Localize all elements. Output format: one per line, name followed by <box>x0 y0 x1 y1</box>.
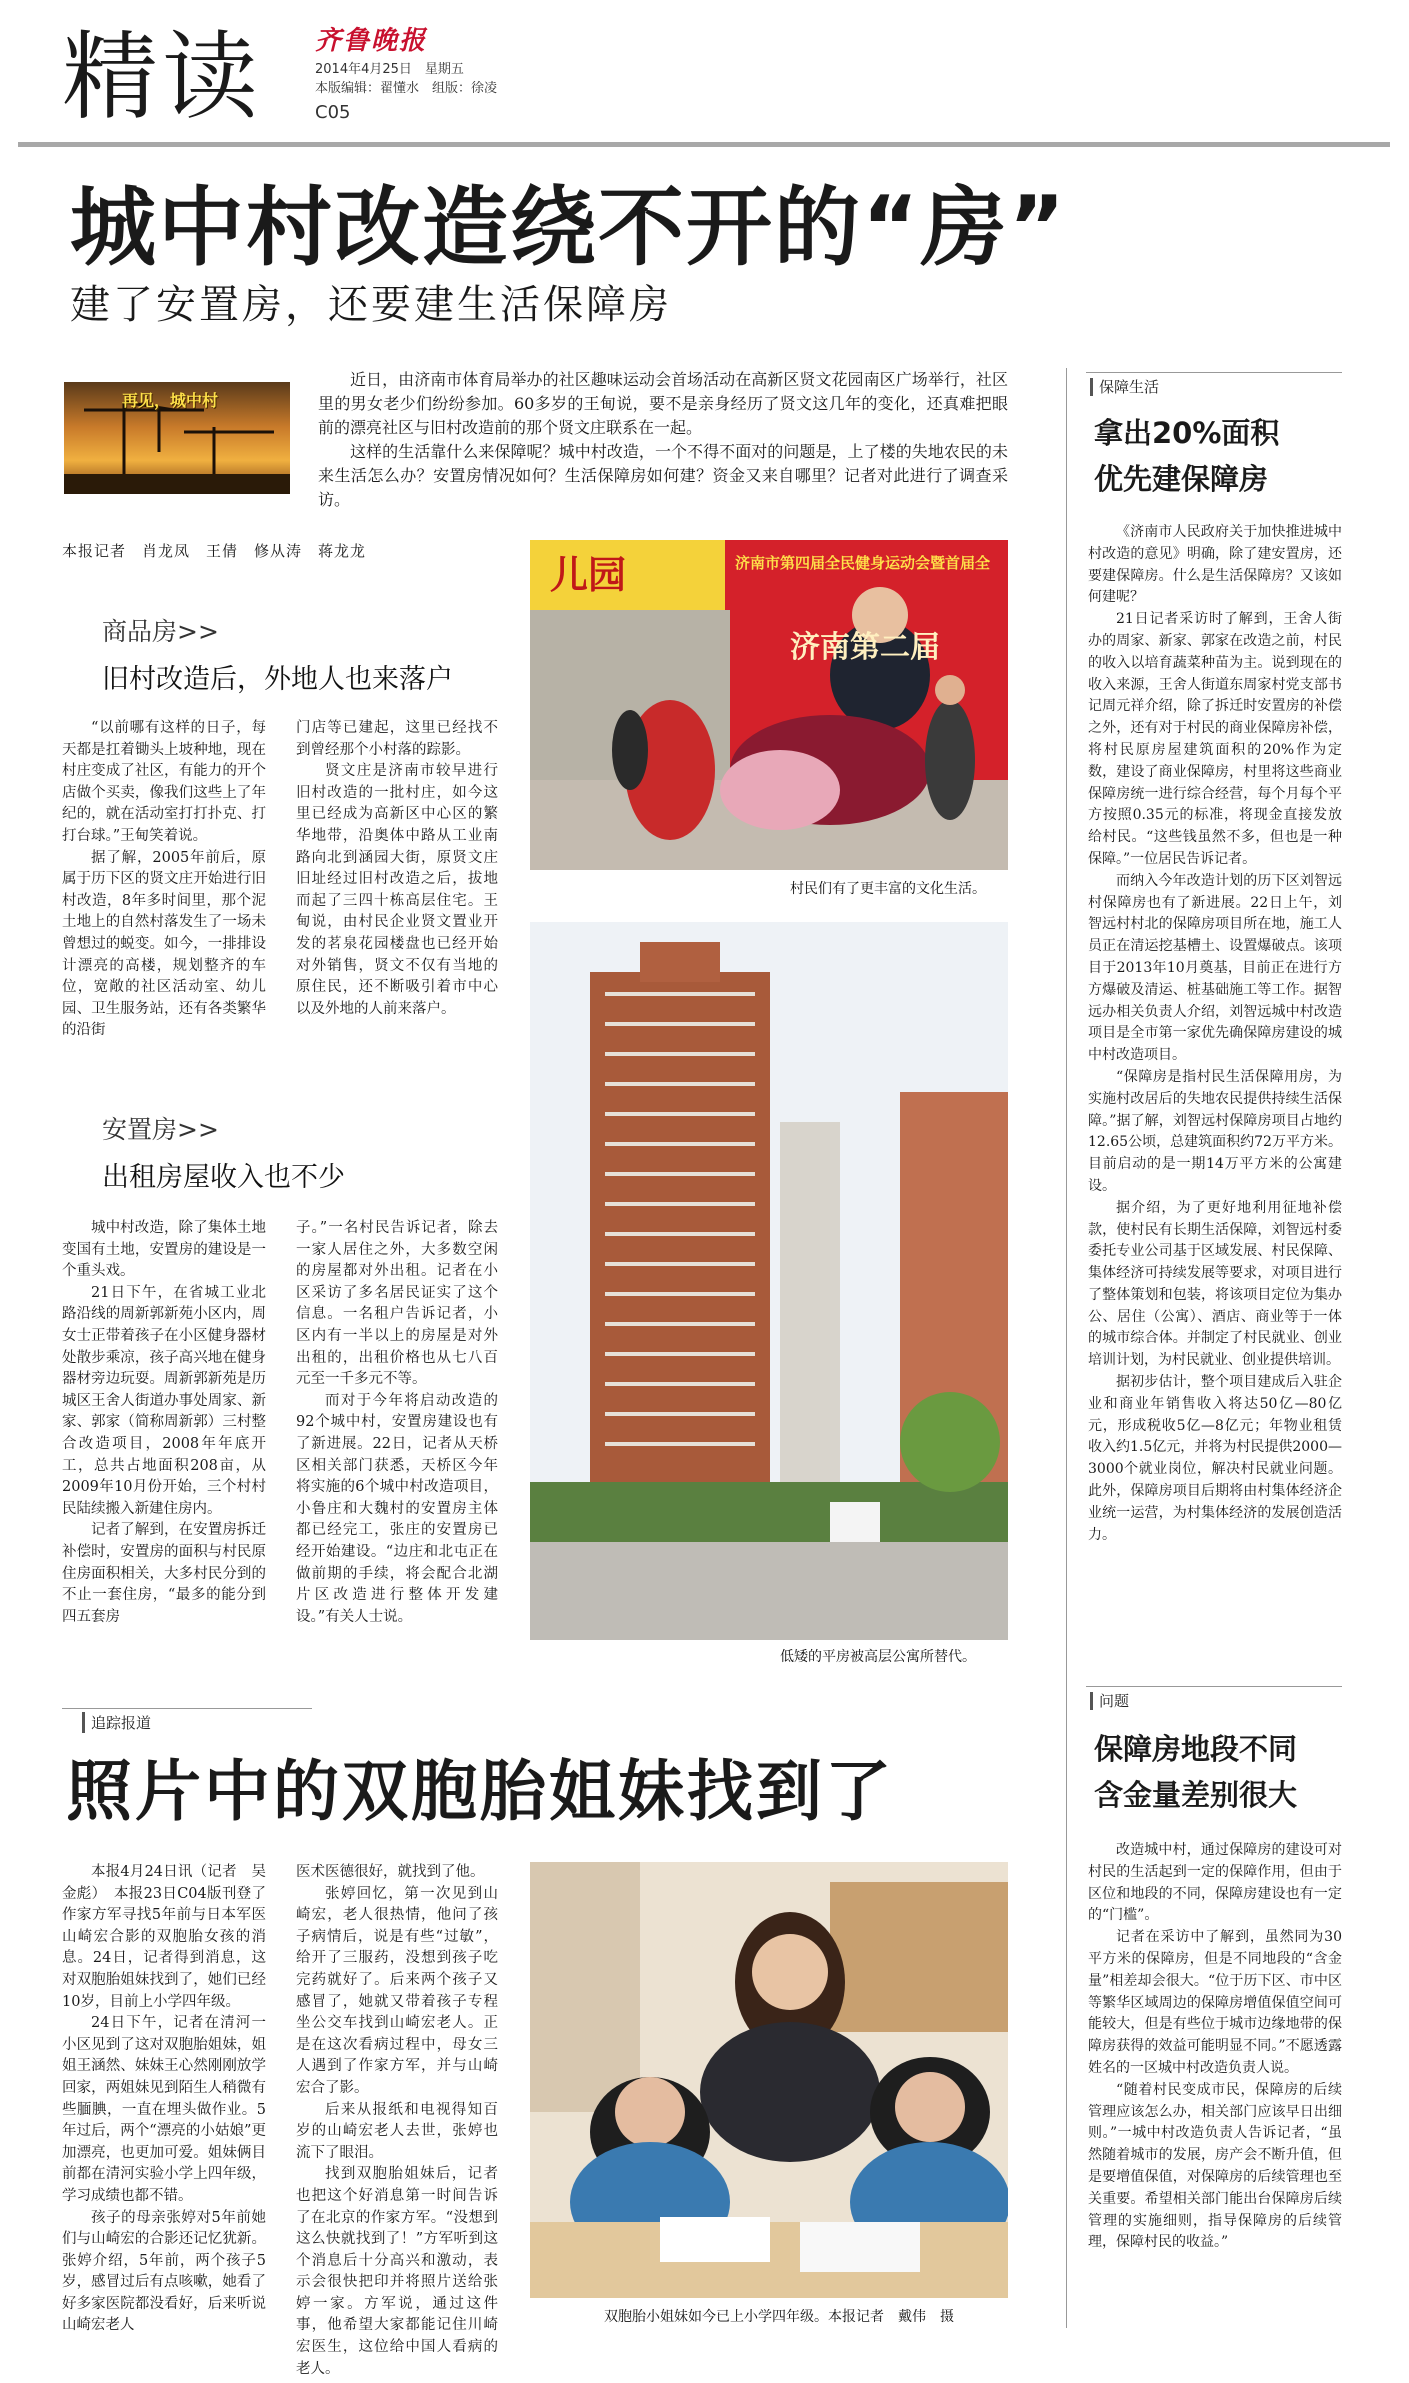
paragraph: 21日下午，在省城工业北路沿线的周新郭新苑小区内，周女士正带着孩子在小区健身器材处散步乘凉，孩子高兴地在健身器材旁边玩耍。周新郭新苑是历城区王舍人街道办事处周家、新家、郭家（简称周新郭）三村整合改造项目，2008年年底开工，总共占地面积208亩，从2009年10月份开始，三个村村民陆续搬入新建住房内。 <box>62 1284 266 1517</box>
section-title-commercial: 旧村改造后，外地人也来落户 <box>102 664 453 695</box>
section-title: 精读 <box>62 21 262 133</box>
article-column <box>62 1862 266 2337</box>
paragraph: 贤文庄是济南市较早进行旧村改造的一批村庄，如今这里已经成为高新区中心区的繁华地带，沿奥体中路从工业南路向北到涵园大街，原贤文庄旧址经过旧村改造之后，拔地而起了三四十栋高层住宅。王甸说，由村民企业贤文置业开发的茗泉花园楼盘也已经开始对外销售，贤文不仅有当地的原住民，还不断吸引着市中心以及外地的人前来落户。 <box>296 763 498 1017</box>
lead-paragraphs <box>318 368 1008 512</box>
photo-twins <box>530 1862 1008 2298</box>
sidebar-headline <box>1094 1726 1297 1818</box>
issue-meta <box>315 60 497 98</box>
paragraph: 记者了解到，在安置房拆迁补偿时，安置房的面积与村民原住房面积相关，大多村民分到的不止一套住房，“最多的能分到四五套房 <box>62 1522 266 1625</box>
sidebar-headline <box>1094 410 1279 502</box>
section-tag-commercial: 商品房>> <box>102 617 219 646</box>
sidebar-body <box>1088 1840 1342 2254</box>
section-tag-resettlement: 安置房>> <box>102 1115 219 1144</box>
lead-para-2: 这样的生活靠什么来保障呢？城中村改造，一个不得不面对的问题是，上了楼的失地农民的未来生活怎么办？安置房情况如何？生活保障房如何建？资金又来自哪里？记者对此进行了调查采访。 <box>318 442 1008 509</box>
sidebar-headline-line: 拿出20%面积 <box>1094 416 1280 450</box>
article-column <box>296 1862 498 2380</box>
paragraph: “保障房是指村民生活保障用房，为实施村改居后的失地农民提供持续生活保障。”据了解，刘智远村保障房项目占地约12.65公顷，总建筑面积约72万平方米。目前启动的是一期14万平方米的公寓建设。 <box>1088 1068 1342 1194</box>
article-column <box>296 1218 498 1628</box>
follow-rule <box>62 1708 312 1709</box>
paragraph: 本报4月24日讯（记者 吴金彪） 本报23日C04版刊登了作家方军寻找5年前与日本军医山崎宏合影的双胞胎女孩的消息。24日，记者得到消息，这对双胞胎姐妹找到了，她们已经10岁，目前上小学四年级。 <box>62 1864 266 2010</box>
paragraph: 改造城中村，通过保障房的建设可对村民的生活起到一定的保障作用，但由于区位和地段的不同，保障房建设也有一定的“门槛”。 <box>1088 1842 1342 1924</box>
banner-image <box>64 382 290 494</box>
sidebar-rule <box>1086 1686 1342 1687</box>
paragraph: 据了解，2005年前后，原属于历下区的贤文庄开始进行旧村改造，8年多时间里，那个泥土地上的自然村落发生了一场未曾想过的蜕变。如今，一排排设计漂亮的高楼，规划整齐的车位，宽敞的社区活动室、幼儿园、卫生服务站，还有各类繁华的沿街 <box>62 849 266 1039</box>
sidebar-tag: 问题 <box>1090 1692 1129 1710</box>
paragraph: 《济南市人民政府关于加快推进城中村改造的意见》明确，除了建安置房，还要建保障房。什么是生活保障房？又该如何建呢？ <box>1088 524 1342 606</box>
editor-credit: 本版编辑：翟懂水 组版：徐凌 <box>315 81 498 96</box>
issue-date: 2014年4月25日 星期五 <box>315 62 464 77</box>
follow-tag: 追踪报道 <box>82 1712 151 1733</box>
paragraph: 医术医德很好，就找到了他。 <box>296 1864 485 1880</box>
photo-community-event <box>530 540 1008 870</box>
main-subhead: 建了安置房，还要建生活保障房 <box>70 282 672 328</box>
paragraph: “以前哪有这样的日子，每天都是扛着锄头上坡种地，现在村庄变成了社区，有能力的开个店做个买卖，像我们这些上了年纪的，就在活动室打打扑克、打打台球。”王甸笑着说。 <box>62 720 266 844</box>
paragraph: 而对于今年将启动改造的92个城中村，安置房建设也有了新进展。22日，记者从天桥区相关部门获悉，天桥区今年将实施的6个城中村改造项目，小鲁庄和大魏村的安置房主体都已经完工，张庄的安置房已经开始建设。“边庄和北屯正在做前期的手续，将会配合北湖片区改造进行整体开发建设。”有关人士说。 <box>296 1392 498 1625</box>
lead-para-1: 近日，由济南市体育局举办的社区趣味运动会首场活动在高新区贤文花园南区广场举行，社区里的男女老少们纷纷参加。60多岁的王甸说，要不是亲身经历了贤文这几年的变化，还真难把眼前的漂亮社区与旧村改造前的那个贤文庄联系在一起。 <box>318 370 1008 437</box>
paragraph: “随着村民变成市民，保障房的后续管理应该怎么办，相关部门应该早日出细则。”一城中村改造负责人告诉记者，“虽然随着城市的发展，房产会不断升值，但是要增值保值，对保障房的后续管理也至关重要。希望相关部门能出台保障房后续管理的实施细则，指导保障房的后续管理，保障村民的收益。” <box>1088 2081 1342 2251</box>
column-divider <box>1066 368 1067 2328</box>
article-column <box>62 1218 266 1628</box>
photo-caption: 村民们有了更丰富的文化生活。 <box>790 881 986 897</box>
article-column <box>62 718 266 1042</box>
byline: 本报记者 肖龙凤 王倩 修从涛 蒋龙龙 <box>62 542 367 560</box>
paragraph: 记者在采访中了解到，虽然同为30平方米的保障房，但是不同地段的“含金量”相差却会很大。“位于历下区、市中区等繁华区域周边的保障房增值保值空间可能较大，但是有些位于城市边缘地带的保障房获得的效益可能明显不同。”不愿透露姓名的一区城中村改造负责人说。 <box>1088 1929 1342 2076</box>
paragraph: 21日记者采访时了解到，王舍人街办的周家、新家、郭家在改造之前，村民的收入以培育蔬菜种苗为主。说到现在的收入来源，王舍人街道东周家村党支部书记周元祥介绍，除了拆迁时安置房的补偿之外，还有对于村民的商业保障房补偿，将村民原房屋建筑面积的20%作为定数，建设了商业保障房，村里将这些商业保障房统一进行综合经营，每个月每个平方按照0.35元的标准，将现金直接发放给村民。“这些钱虽然不多，但也是一种保障。”一位居民告诉记者。 <box>1088 611 1342 867</box>
paragraph: 24日下午，记者在清河一小区见到了这对双胞胎姐妹，姐姐王涵然、妹妹王心然刚刚放学回家，两姐妹见到陌生人稍微有些腼腆，一直在埋头做作业。5年过后，两个“漂亮的小姑娘”更加漂亮，也更加可爱。姐妹俩目前都在清河实验小学上四年级，学习成绩也都不错。 <box>62 2015 266 2204</box>
svg-text:儿园: 儿园 <box>550 553 627 597</box>
sidebar-headline-line: 含金量差别很大 <box>1094 1778 1298 1812</box>
paragraph: 子。”一名村民告诉记者，除去一家人居住之外，大多数空闲的房屋都对外出租。记者在小区采访了多名居民证实了这个信息。一名租户告诉记者，小区内有一半以上的房屋是对外出租的，出租价格也从七八百元至一千多元不等。 <box>296 1220 498 1388</box>
page-number: C05 <box>315 102 351 123</box>
paragraph: 张婷回忆，第一次见到山崎宏，老人很热情，他问了孩子病情后，说是有些“过敏”，给开了三服药，没想到孩子吃完药就好了。后来两个孩子又感冒了，她就又带着孩子专程坐公交车找到山崎宏老人。正是在这次看病过程中，母女三人遇到了作家方军，并与山崎宏合了影。 <box>296 1885 498 2096</box>
paragraph: 城中村改造，除了集体土地变国有土地，安置房的建设是一个重头戏。 <box>62 1220 266 1280</box>
paragraph: 门店等已建起，这里已经找不到曾经那个小村落的踪影。 <box>296 720 498 758</box>
paragraph: 孩子的母亲张婷对5年前她们与山崎宏的合影还记忆犹新。张婷介绍，5年前，两个孩子5岁，感冒过后有点咳嗽，她看了好多家医院都没看好，后来听说山崎宏老人 <box>62 2209 266 2334</box>
banner-caption: 再见，城中村 <box>122 391 219 410</box>
photo-caption: 低矮的平房被高层公寓所替代。 <box>780 1649 976 1665</box>
sidebar-headline-line: 优先建保障房 <box>1094 462 1269 496</box>
header-divider <box>18 142 1390 147</box>
paragraph: 据初步估计，整个项目建成后入驻企业和商业年销售收入将达50亿—80亿元，形成税收5亿—8亿元；年物业租赁收入约1.5亿元，并将为村民提供2000—3000个就业岗位，解决村民就业问题。此外，保障房项目后期将由村集体经济企业统一运营，为村集体经济的发展创造活力。 <box>1088 1374 1342 1543</box>
sidebar-tag: 保障生活 <box>1090 378 1159 396</box>
photo-caption: 双胞胎小姐妹如今已上小学四年级。本报记者 戴伟 摄 <box>604 2309 954 2325</box>
paragraph: 找到双胞胎姐妹后，记者也把这个好消息第一时间告诉了在北京的作家方军。“没想到这么快就找到了！”方军听到这个消息后十分高兴和激动，表示会很快把印并将照片送给张婷一家。方军说，通过这件事，他希望大家都能记住川崎宏医生，这位给中国人看病的老人。 <box>296 2166 498 2377</box>
newspaper-logo: 齐鲁晚报 <box>315 26 428 56</box>
section-title-resettlement: 出租房屋收入也不少 <box>102 1162 345 1193</box>
photo-high-rise <box>530 922 1008 1640</box>
paragraph: 而纳入今年改造计划的历下区刘智远村保障房也有了新进展。22日上午，刘智远村村北的保障房项目所在地，施工人员正在清运挖基槽土、设置爆破点。该项目于2013年10月奠基，目前正在进行方方爆破及清运、桩基础施工等工作。据智远办相关负责人介绍，刘智远城中村改造项目是全市第一家优先确保障房建设的城中村改造项目。 <box>1088 872 1342 1064</box>
paragraph: 据介绍，为了更好地利用征地补偿款，使村民有长期生活保障，刘智远村委委托专业公司基于区域发展、村民保障、集体经济可持续发展等要求，对项目进行了整体策划和包装，将该项目定位为集办公、居住（公寓）、酒店、商业等于一体的城市综合体。并制定了村民就业、创业培训计划，为村民就业、创业提供培训。 <box>1088 1199 1342 1369</box>
paragraph: 后来从报纸和电视得知百岁的山崎宏老人去世，张婷也流下了眼泪。 <box>296 2101 498 2161</box>
article-column <box>296 718 498 1020</box>
sidebar-rule <box>1086 372 1342 373</box>
sidebar-headline-line: 保障房地段不同 <box>1094 1732 1298 1766</box>
sidebar-body <box>1088 522 1342 1546</box>
photo-banner-text: 济南市第四届全民健身运动会暨首届全 <box>735 554 991 572</box>
follow-headline: 照片中的双胞胎姐妹找到了 <box>66 1753 894 1830</box>
photo-banner-text: 济南第二届 <box>790 630 940 665</box>
main-headline: 城中村改造绕不开的“房” <box>70 178 1068 278</box>
